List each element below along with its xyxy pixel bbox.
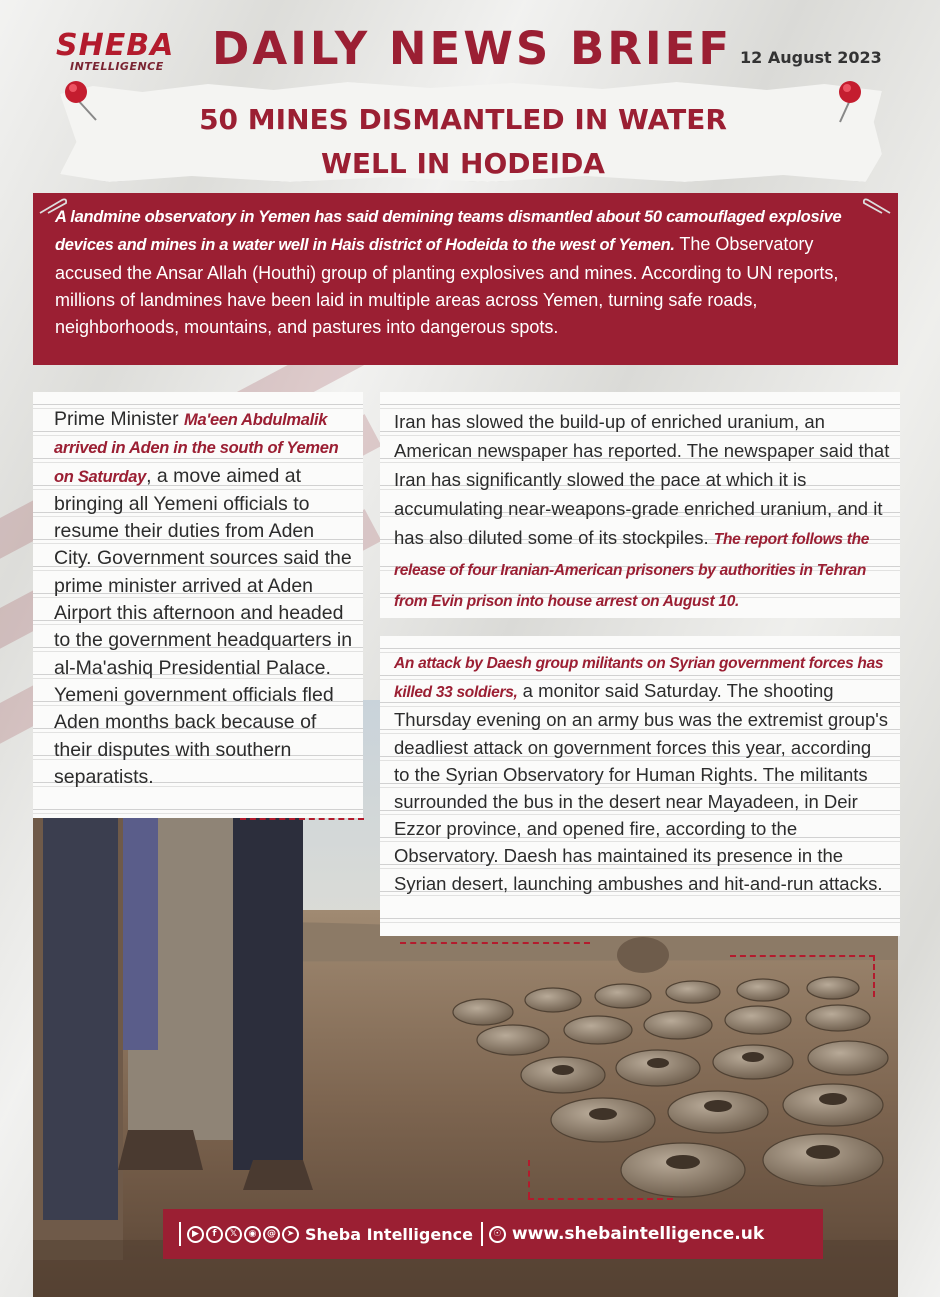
lead-highlight: A landmine observatory in Yemen has said demining teams dismantled about 50 camouflaged explosive devices and mines in a water well in Hais district of Hodeida to the west of Yemen.: [55, 208, 842, 255]
decorative-dash: [873, 955, 875, 997]
headline-line-2: WELL IN HODEIDA: [321, 147, 605, 180]
decorative-dash: [528, 1160, 530, 1198]
footer-divider: [179, 1222, 181, 1246]
main-headline: [160, 98, 766, 186]
logo-wordmark: SHEBA: [56, 28, 175, 63]
instagram-icon[interactable]: ◉: [244, 1226, 261, 1243]
decorative-dash: [400, 942, 590, 944]
story-iran-body: Iran has slowed the build-up of enriched uranium, an American newspaper has reported. The newspaper said that Iran has significantly slowed the pace at which it is accumulating near-weapons-grade enriched uranium, and it has also diluted some of its stockpiles.: [394, 411, 890, 548]
logo-subtitle: INTELLIGENCE: [70, 60, 164, 73]
decorative-dash: [240, 818, 364, 820]
facebook-icon[interactable]: f: [206, 1226, 223, 1243]
paper-clip-icon: [860, 197, 894, 217]
story-syria-highlight: An attack by Daesh group militants on Syrian government forces has killed 33 soldiers,: [394, 655, 884, 702]
lead-story: [33, 193, 898, 365]
story-card-aden: [33, 392, 363, 818]
page-title: DAILY NEWS BRIEF: [212, 22, 733, 75]
globe-icon: ☉: [489, 1226, 506, 1243]
footer-brand-name[interactable]: Sheba Intelligence: [305, 1224, 473, 1244]
story-left-body: , a move aimed at bringing all Yemeni officials to resume their duties from Aden City. Government sources said the prime minister arrived at Aden Airport this afternoon and headed to the government headquarters in al-Ma'ashiq Presidential Palace. Yemeni government officials fled Aden months back because of their disputes with southern separatists.: [54, 464, 353, 788]
lead-body: The Observatory accused the Ansar Allah (Houthi) group of planting explosives and mines. According to UN reports, millions of landmines have been laid in multiple areas across Yemen, turning safe roads, neighborhoods, mountains, and pastures into dangerous spots.: [55, 234, 839, 338]
sheba-logo: [56, 30, 196, 78]
story-left-intro: Prime Minister: [54, 408, 185, 430]
story-left-highlight: Ma'een Abdulmalik arrived in Aden in the south of Yemen on Saturday: [54, 411, 339, 486]
footer-divider: [481, 1222, 483, 1246]
telegram-icon[interactable]: ➤: [282, 1226, 299, 1243]
story-card-iran: [380, 392, 900, 618]
website-link[interactable]: www.shebaintelligence.uk: [511, 1224, 765, 1244]
story-card-syria: [380, 636, 900, 936]
decorative-dash: [528, 1198, 673, 1200]
story-iran-highlight: The report follows the release of four Iranian-American prisoners by authorities in Tehran from Evin prison into house arrest on August 10.: [394, 531, 870, 610]
threads-icon[interactable]: @: [263, 1226, 280, 1243]
footer-bar: [163, 1209, 823, 1259]
pushpin-icon: [62, 76, 102, 126]
x-icon[interactable]: 𝕏: [225, 1226, 242, 1243]
story-syria-body: a monitor said Saturday. The shooting Thursday evening on an army bus was the extremist group's deadliest attack on government forces this year, according to the Syrian Observatory for Human Rights. The militants surrounded the bus in the desert near Mayadeen, in Deir Ezzor province, and opened fire, according to the Observatory. Daesh has maintained its presence in the Syrian desert, launching ambushes and hit-and-run attacks.: [394, 680, 889, 894]
headline-line-1: 50 MINES DISMANTLED IN WATER: [199, 103, 727, 136]
paper-clip-icon: [36, 197, 70, 217]
pushpin-icon: [830, 78, 870, 128]
decorative-dash: [730, 955, 875, 957]
youtube-icon[interactable]: ▶: [187, 1226, 204, 1243]
issue-date: 12 August 2023: [740, 48, 882, 67]
